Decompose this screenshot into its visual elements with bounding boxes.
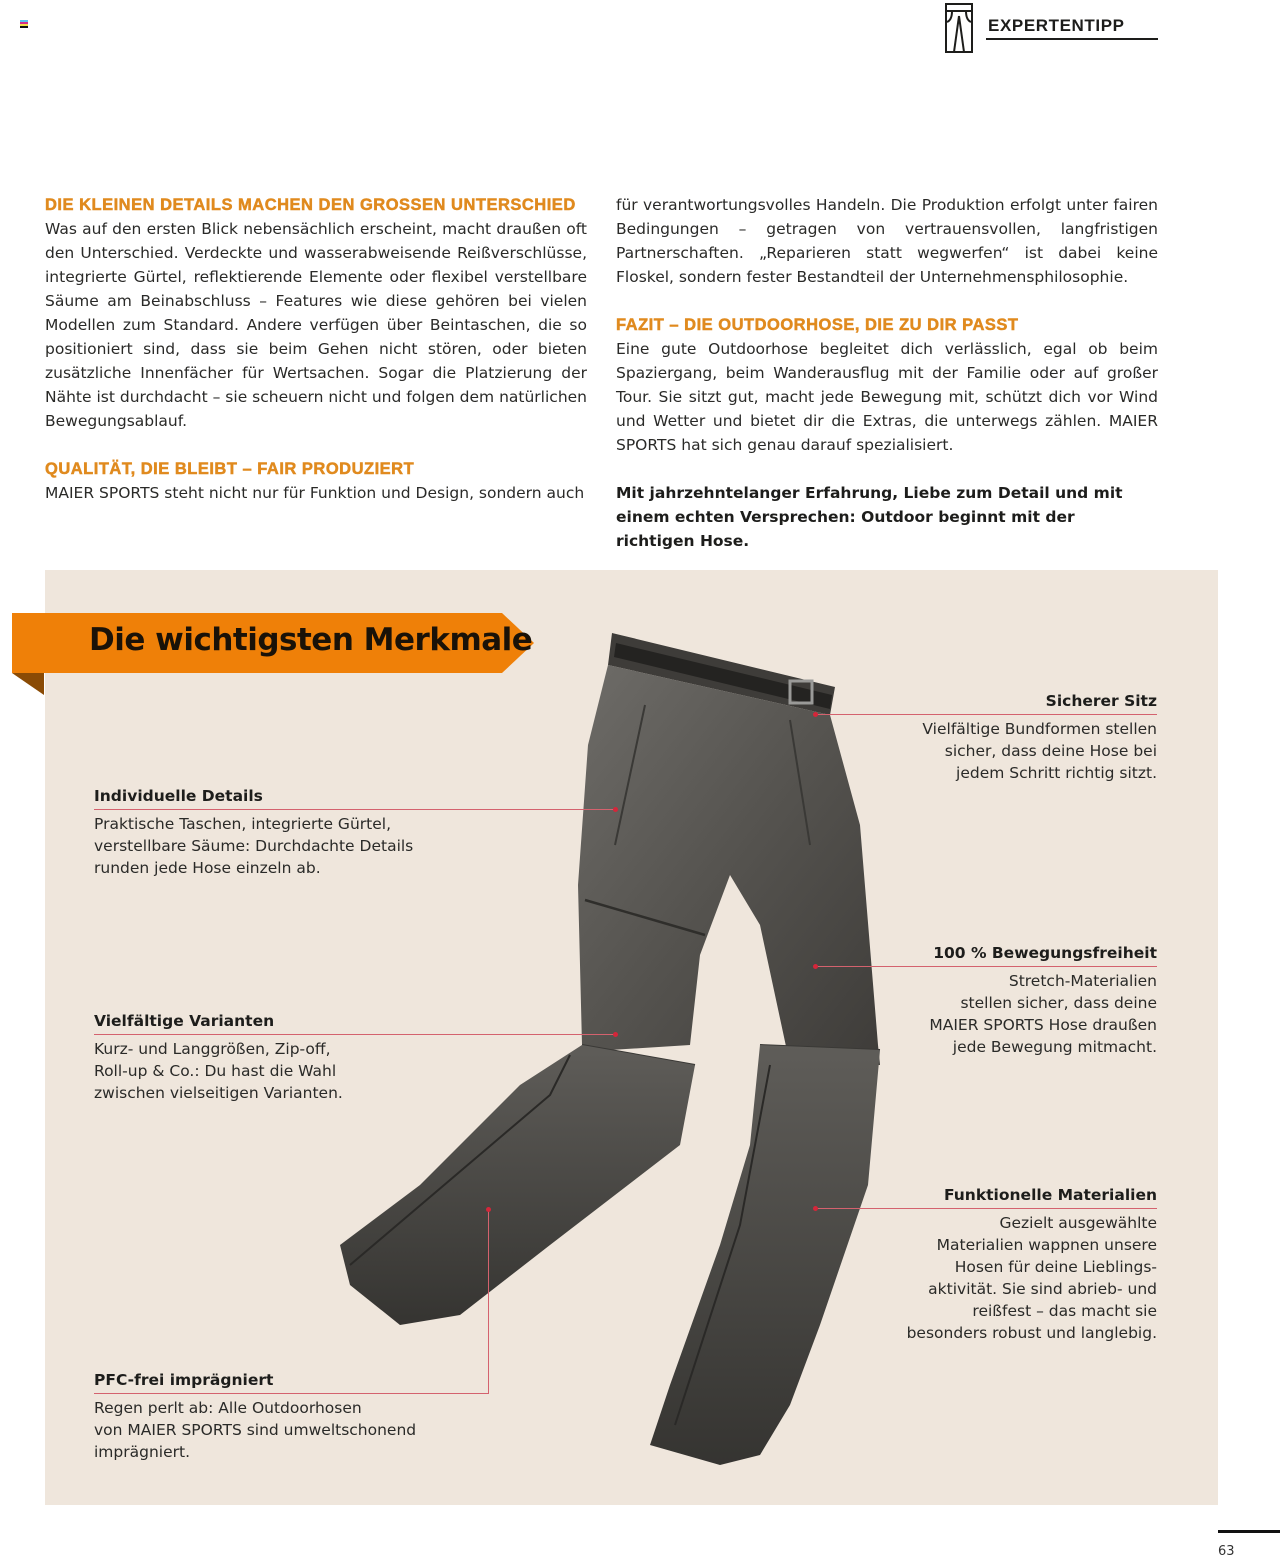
expertentipp-label: EXPERTENTIPP xyxy=(988,16,1125,35)
expertentipp-header xyxy=(944,2,1158,54)
marker-dot xyxy=(486,1207,491,1212)
callout-title: Individuelle Details xyxy=(94,787,263,805)
section-body-fazit: Eine gute Outdoorhose begleitet dich verlässlich, egal ob beim Spaziergang, beim Wanderausflug mit der Familie oder auf großer Tour. Sie sitzt gut, macht jede Bewegung mit, schützt dich vor Wind und Wetter und bietet dir die Extras, die unterwegs zählen. MAIER SPORTS hat sich genau darauf spezialisiert. xyxy=(616,340,1158,454)
section-body-quality-continued: für verantwortungsvolles Handeln. Die Produktion erfolgt unter fairen Bedingungen – getragen von vertrauensvollen, langfristigen Partnerschaften. „Reparieren statt wegwerfen“ ist dabei keine Floskel, sondern fester Bestandteil der Unternehmensphilosophie. xyxy=(616,196,1158,286)
callout-title: PFC-frei imprägniert xyxy=(94,1371,274,1389)
header-rule xyxy=(986,38,1158,40)
banner-fold xyxy=(12,673,44,695)
pants-icon xyxy=(944,2,974,54)
section-heading-fazit: FAZIT – DIE OUTDOORHOSE, DIE ZU DIR PASST xyxy=(616,316,1019,334)
leader-line-pfc-vertical xyxy=(488,1210,489,1393)
article-right-column xyxy=(616,193,1158,553)
page-number-rule xyxy=(1218,1530,1280,1533)
section-body-details: Was auf den ersten Blick nebensächlich erscheint, macht draußen oft den Unterschied. Verdeckte und wasserabweisende Reißverschlüsse, integrierte Gürtel, reflektierende Elemente oder flexibel verstellbare Säume am Beinabschluss – Features wie diese gehören bei vielen Modellen zum Standard. Andere verfügen über Beintaschen, die so positioniert sind, dass sie beim Gehen nicht stören, oder bieten zusätzliche Innenfächer für Wertsachen. Sogar die Platzierung der Nähte ist durchdacht – sie scheuern nicht und folgen dem natürlichen Bewegungsablauf. xyxy=(45,220,587,430)
marker-dot xyxy=(813,964,818,969)
banner-title: Die wichtigsten Merkmale xyxy=(89,622,533,658)
section-heading-quality: QUALITÄT, DIE BLEIBT – FAIR PRODUZIERT xyxy=(45,460,415,478)
callout-title: Funktionelle Materialien xyxy=(943,1186,1157,1204)
print-color-marks xyxy=(20,20,28,28)
article-left-column xyxy=(45,193,587,505)
callout-title: Vielfältige Varianten xyxy=(94,1012,275,1030)
callout-bewegungsfreiheit: 100 % Bewegungsfreiheit Stretch-Materialien stellen sicher, dass deine MAIER SPORTS Hose draußen jede Bewegung mitmacht. xyxy=(880,942,1157,1058)
marker-dot xyxy=(813,1206,818,1211)
marker-dot xyxy=(813,712,818,717)
section-heading-details: DIE KLEINEN DETAILS MACHEN DEN GROSSEN UNTERSCHIED xyxy=(45,196,576,214)
callout-individuelle-details: Individuelle Details Praktische Taschen, integrierte Gürtel, verstellbare Säume: Durchdachte Details runden jede Hose einzeln ab. xyxy=(94,785,494,879)
callout-title: Sicherer Sitz xyxy=(1045,692,1157,710)
marker-dot xyxy=(613,807,618,812)
callout-sicherer-sitz: Sicherer Sitz Vielfältige Bundformen stellen sicher, dass deine Hose bei jedem Schritt richtig sitzt. xyxy=(880,690,1157,784)
callout-title: 100 % Bewegungsfreiheit xyxy=(933,944,1157,962)
section-body-quality: MAIER SPORTS steht nicht nur für Funktion und Design, sondern auch xyxy=(45,484,585,502)
closing-statement: Mit jahrzehntelanger Erfahrung, Liebe zum Detail und mit einem echten Versprechen: Outdoor beginnt mit der richtigen Hose. xyxy=(616,484,1123,550)
callout-materialien: Funktionelle Materialien Gezielt ausgewählte Materialien wappnen unsere Hosen für deine Lieblings- aktivität. Sie sind abrieb- und reißfest – das macht sie besonders robust und langlebig. xyxy=(860,1184,1157,1344)
page-number: 63 xyxy=(1218,1544,1235,1559)
callout-pfc-frei: PFC-frei imprägniert Regen perlt ab: Alle Outdoorhosen von MAIER SPORTS sind umweltschonend imprägniert. xyxy=(94,1369,494,1463)
marker-dot xyxy=(613,1032,618,1037)
callout-varianten: Vielfältige Varianten Kurz- und Langgrößen, Zip-off, Roll-up & Co.: Du hast die Wahl zwischen vielseitigen Varianten. xyxy=(94,1010,494,1104)
